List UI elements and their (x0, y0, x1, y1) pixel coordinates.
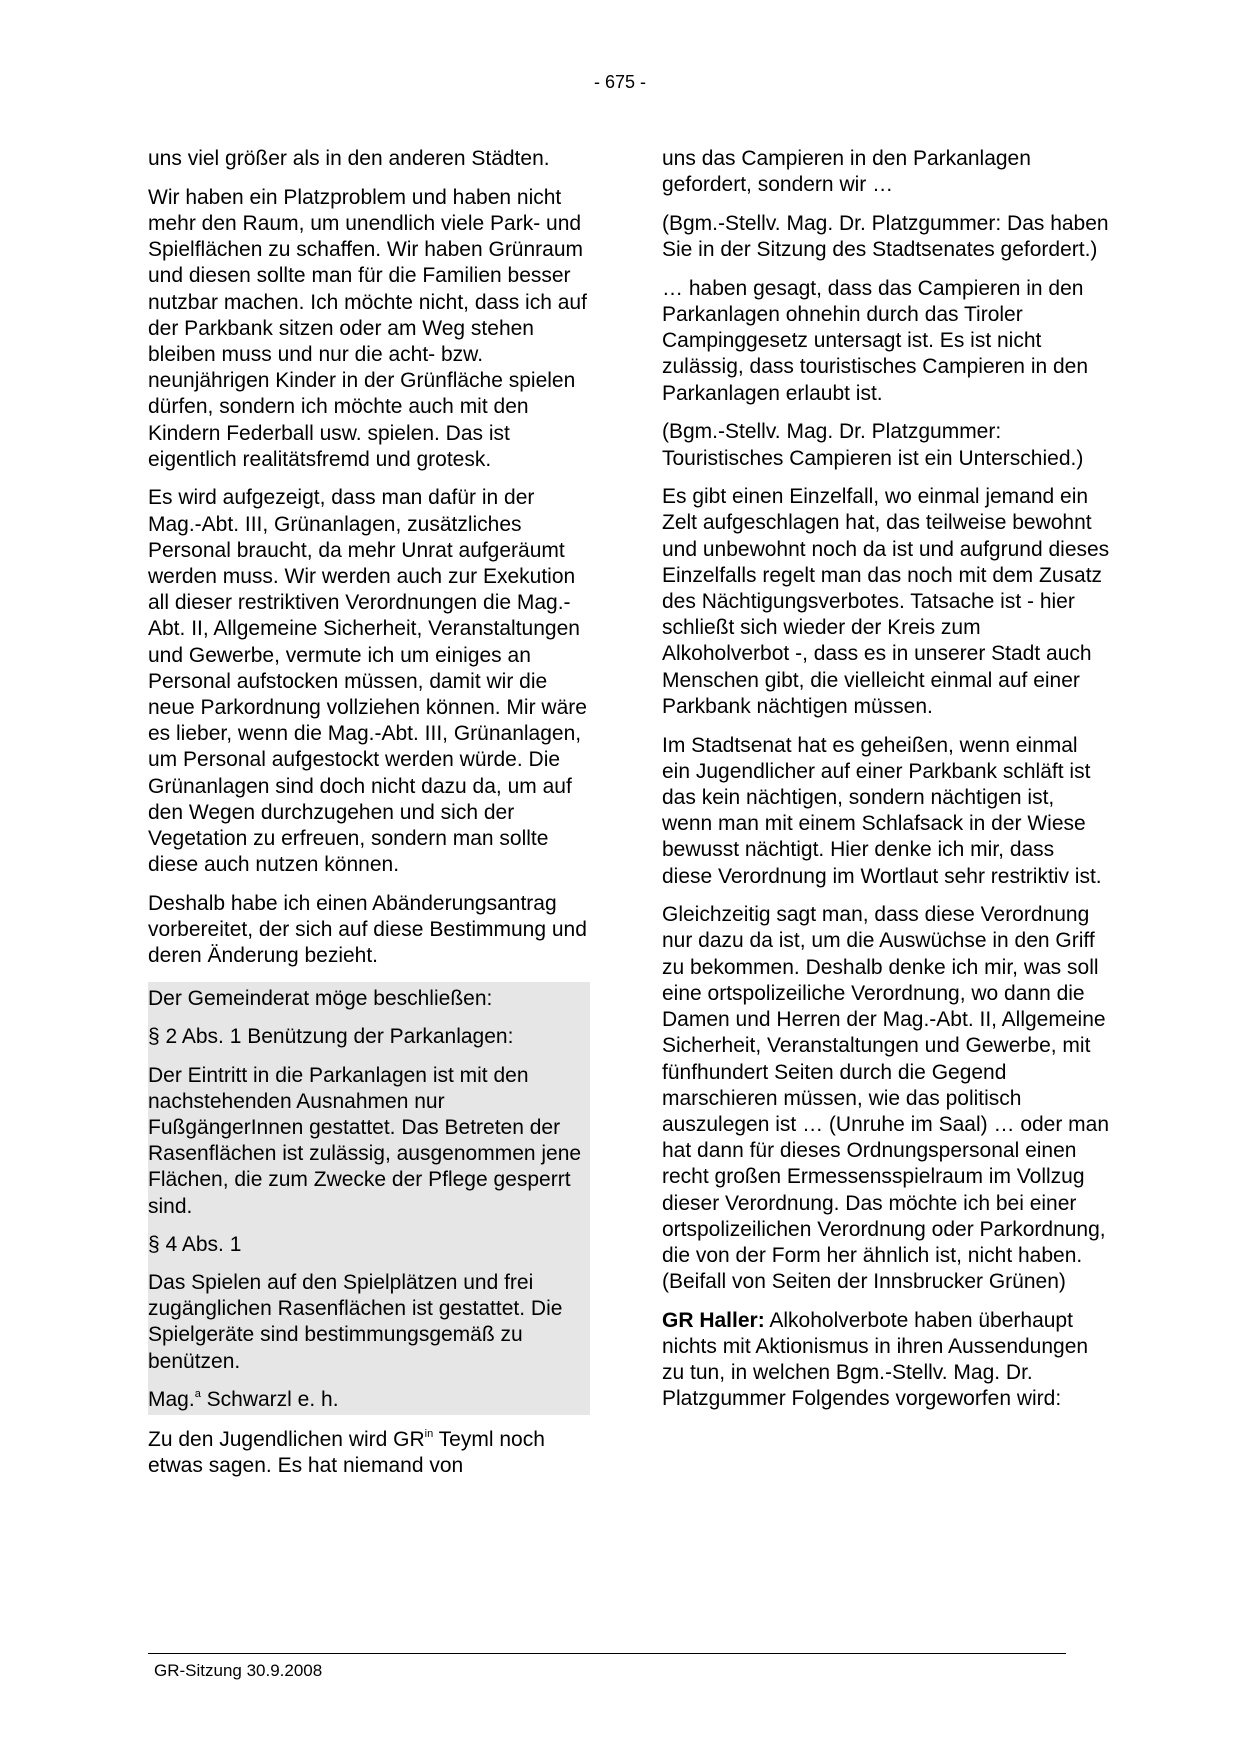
footer-text: GR-Sitzung 30.9.2008 (154, 1661, 323, 1680)
paragraph: Gleichzeitig sagt man, dass diese Verordnung nur dazu da ist, um die Auswüchse in den Griff zu bekommen. Deshalb denke ich mir, was soll eine ortspolizeiliche Verordnung, wo dann die Damen und Herren der Mag.-Abt. II, Allgemeine Sicherheit, Veranstaltungen und Gewerbe, mit fünfhundert Seiten durch die Gegend marschieren müssen, wie das politisch auszulegen ist … (Unruhe im Saal) … oder man hat dann für dieses Ordnungspersonal einen recht großen Ermessensspielraum im Vollzug dieser Verordnung. Das möchte ich bei einer ortspolizeilichen Verordnung oder Parkordnung, die von der Form her ähnlich ist, nicht haben. (Beifall von Seiten der Innsbrucker Grünen) (662, 903, 1110, 1294)
right-column (662, 146, 1110, 1425)
signature-superscript: a (194, 1387, 201, 1400)
paragraph (662, 1308, 1110, 1413)
interjection: (Bgm.-Stellv. Mag. Dr. Platzgummer: Das haben Sie in der Sitzung des Stadtsenates gefordert.) (662, 211, 1109, 262)
speaker-name: GR Haller: (662, 1308, 765, 1332)
paragraph-text: Zu den Jugendlichen wird GR (148, 1427, 425, 1451)
paragraph: Es gibt einen Einzelfall, wo einmal jemand ein Zelt aufgeschlagen hat, das teilweise bewohnt und unbewohnt noch da ist und aufgrund dieses Einzelfalls regelt man das noch mit dem Zusatz des Nächtigungsverbotes. Tatsache ist - hier schließt sich wieder der Kreis zum Alkoholverbot -, dass es in unserer Stadt auch Menschen gibt, die vielleicht einmal auf einer Parkbank nächtigen müssen. (662, 485, 1110, 718)
signature-title: Mag. (148, 1387, 195, 1411)
left-column (148, 146, 590, 1492)
paragraph: Deshalb habe ich einen Abänderungsantrag vorbereitet, der sich auf diese Bestimmung und deren Änderung bezieht. (148, 891, 587, 968)
page-number: - 675 - (593, 72, 647, 92)
paragraph (148, 1427, 590, 1479)
paragraph: uns das Campieren in den Parkanlagen gefordert, sondern wir … (662, 147, 1031, 197)
paragraph: Es wird aufgezeigt, dass man dafür in der Mag.-Abt. III, Grünanlagen, zusätzliches Personal braucht, da mehr Unrat aufgeräumt werden muss. Wir werden auch zur Exekution all dieser restriktiven Verordnungen die Mag.-Abt. II, Allgemeine Sicherheit, Veranstaltungen und Gewerbe, vermute ich um einiges an Personal aufstocken müssen, damit wir die neue Parkordnung vollziehen können. Mir wäre es lieber, wenn die Mag.-Abt. III, Grünanlagen, um Personal aufgestockt werden würde. Die Grünanlagen sind doch nicht dazu da, um auf den Wegen durchzugehen und sich der Vegetation zu erfreuen, sondern man sollte diese auch nutzen können. (148, 486, 587, 877)
motion-box (148, 982, 590, 1415)
motion-section-text: Das Spielen auf den Spielplätzen und frei zugänglichen Rasenflächen ist gestattet. Die Spielgeräte sind bestimmungsgemäß zu benützen. (148, 1270, 563, 1373)
motion-intro: Der Gemeinderat möge beschließen: (148, 987, 493, 1011)
gender-superscript: in (424, 1427, 434, 1440)
paragraph: uns viel größer als in den anderen Städten. (148, 147, 550, 170)
signature-name: Schwarzl e. h. (200, 1387, 339, 1411)
speech-text: Alkoholverbote haben überhaupt nichts mit Aktionismus in ihren Aussendungen zu tun, in welchen Bgm.-Stellv. Mag. Dr. Platzgummer Folgendes vorgeworfen wird: (662, 1308, 1089, 1411)
paragraph: … haben gesagt, dass das Campieren in den Parkanlagen ohnehin durch das Tiroler Campinggesetz untersagt ist. Es ist nicht zulässig, dass touristisches Campieren in den Parkanlagen erlaubt ist. (662, 276, 1089, 405)
motion-section-text: Der Eintritt in die Parkanlagen ist mit den nachstehenden Ausnahmen nur FußgängerInnen gestattet. Das Betreten der Rasenflächen ist zulässig, ausgenommen jene Flächen, die zum Zwecke der Pflege gesperrt sind. (148, 1063, 582, 1218)
paragraph: Wir haben ein Platzproblem und haben nicht mehr den Raum, um unendlich viele Park- und Spielflächen zu schaffen. Wir haben Grünraum und diesen sollte man für die Familien besser nutzbar machen. Ich möchte nicht, dass ich auf der Parkbank sitzen oder am Weg stehen bleiben muss und nur die acht- bzw. neunjährigen Kinder in der Grünfläche spielen dürfen, sondern ich möchte auch mit den Kindern Federball usw. spielen. Das ist eigentlich realitätsfremd und grotesk. (148, 185, 587, 471)
motion-signature (148, 1387, 590, 1413)
paragraph-text: Teyml noch etwas sagen. Es hat niemand von (148, 1427, 545, 1478)
footer-divider (148, 1653, 1066, 1654)
interjection: (Bgm.-Stellv. Mag. Dr. Platzgummer: Touristisches Campieren ist ein Unterschied.) (662, 420, 1084, 470)
paragraph: Im Stadtsenat hat es geheißen, wenn einmal ein Jugendlicher auf einer Parkbank schläft ist das kein nächtigen, sondern nächtigen ist, wenn man mit einem Schlafsack in der Wiese bewusst nächtigt. Hier denke ich mir, dass diese Verordnung im Wortlaut sehr restriktiv ist. (662, 733, 1102, 888)
motion-section-title: § 4 Abs. 1 (148, 1232, 242, 1256)
motion-section-title: § 2 Abs. 1 Benützung der Parkanlagen: (148, 1025, 514, 1049)
